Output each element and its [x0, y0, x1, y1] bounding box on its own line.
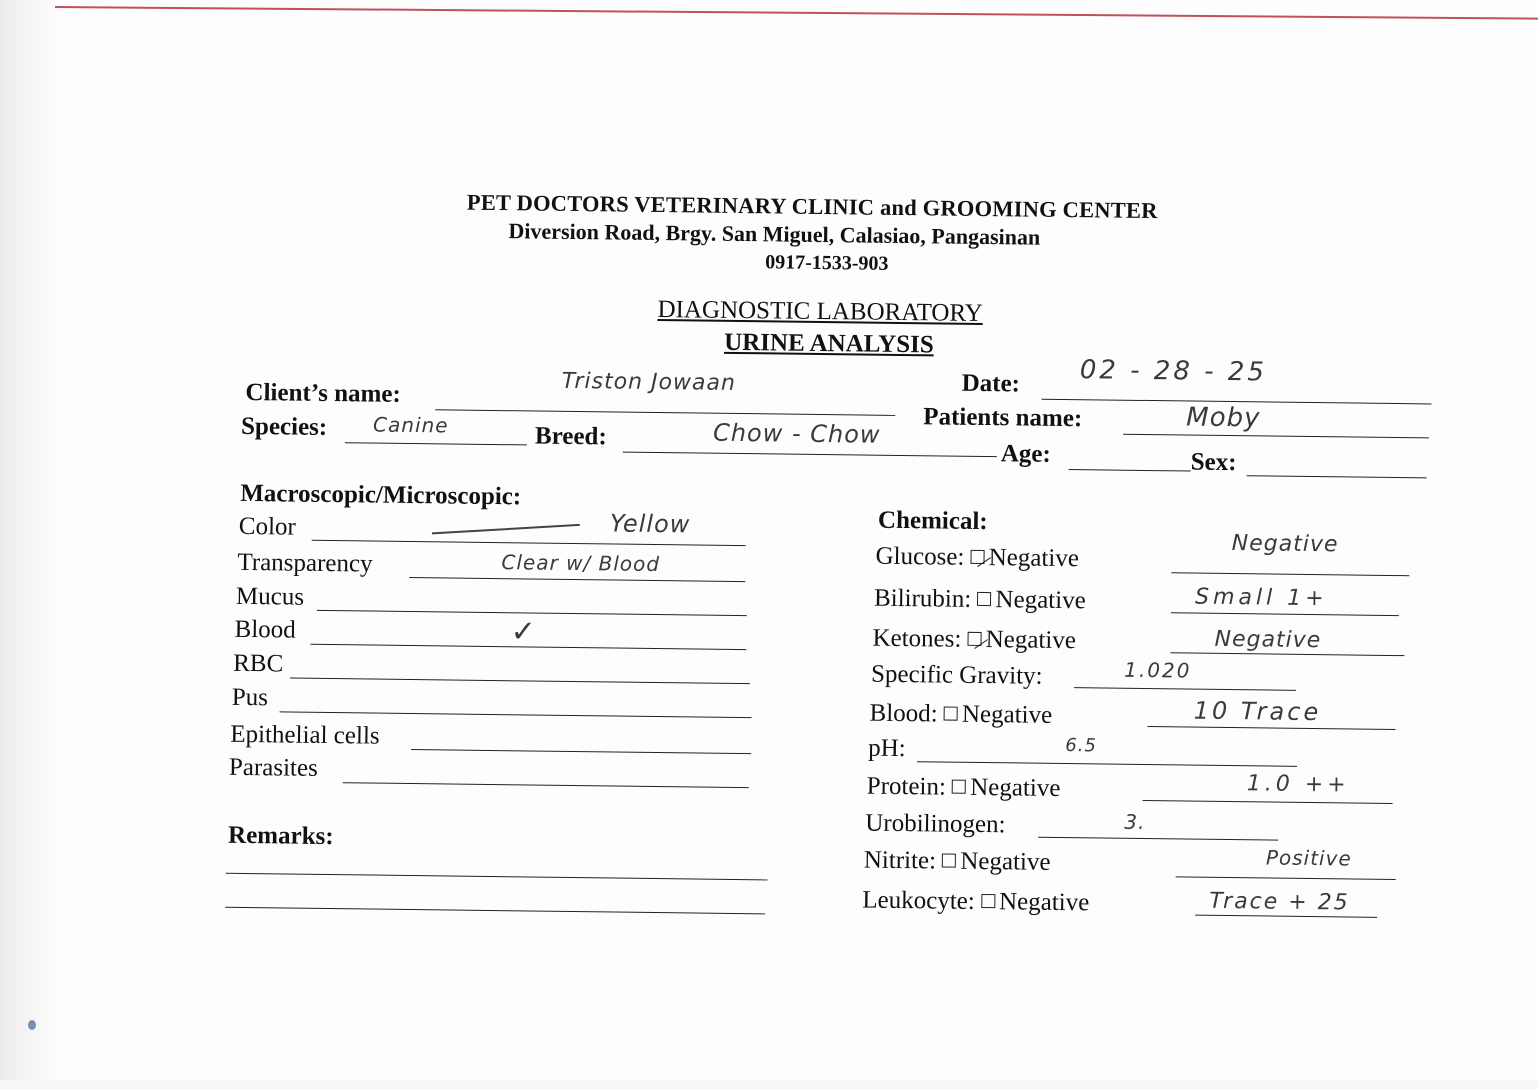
breed-line [623, 452, 997, 458]
leukocyte-row [862, 887, 1089, 918]
nitrite-negative-checkbox[interactable] [942, 854, 956, 868]
glucose-negative-checkbox[interactable] [971, 550, 985, 564]
species-label: Species: [240, 412, 328, 441]
color-line [312, 540, 746, 546]
blood-negative-checkbox[interactable] [944, 707, 958, 721]
pus-label: Pus [231, 683, 269, 712]
color-strikeout [432, 524, 580, 535]
specific-gravity-label: Specific Gravity: [870, 660, 1043, 690]
glucose-negative-text: Negative [988, 544, 1080, 573]
bilirubin-value: Small 1+ [1194, 584, 1328, 612]
glucose-line [1171, 572, 1409, 576]
form-department: DIAGNOSTIC LABORATORY [657, 296, 983, 327]
specific-gravity-line [1074, 687, 1296, 691]
protein-row [867, 773, 1061, 803]
nitrite-negative-text: Negative [960, 847, 1051, 876]
ketones-value: Negative [1214, 626, 1322, 654]
date-value: 02 - 28 - 25 [1079, 355, 1268, 388]
age-label: Age: [1000, 440, 1051, 468]
rbc-label: RBC [233, 649, 284, 678]
clinic-phone: 0917-1533-903 [765, 251, 889, 275]
client-name-value: Triston Jowaan [561, 368, 737, 396]
color-value: Yellow [609, 509, 691, 539]
transparency-label: Transparency [237, 548, 373, 578]
bilirubin-row [874, 585, 1086, 616]
rbc-line [290, 678, 750, 685]
chemical-heading: Chemical: [877, 506, 988, 536]
blood-chem-line [1147, 726, 1395, 730]
bilirubin-label: Bilirubin: [873, 584, 972, 613]
parasites-label: Parasites [228, 753, 318, 782]
glucose-row [875, 543, 1079, 573]
leukocyte-line [1195, 915, 1377, 918]
blood-chem-row [869, 700, 1052, 730]
protein-negative-checkbox[interactable] [952, 780, 966, 794]
species-value: Canine [372, 412, 449, 438]
urobilinogen-line [1038, 837, 1278, 841]
glucose-value: Negative [1231, 531, 1339, 558]
protein-label: Protein: [866, 772, 947, 801]
blood-checkmark: ✓ [510, 614, 537, 650]
clinic-name: PET DOCTORS VETERINARY CLINIC and GROOMING CENTER [466, 189, 1158, 224]
urobilinogen-value: 3. [1124, 809, 1146, 834]
breed-label: Breed: [534, 422, 607, 451]
leukocyte-negative-text: Negative [998, 888, 1090, 917]
nitrite-row [864, 847, 1051, 877]
species-line [345, 442, 527, 445]
ketones-label: Ketones: [872, 624, 962, 653]
blood-chem-value: 10 Trace [1193, 696, 1322, 727]
bilirubin-line [1171, 612, 1399, 616]
ketones-negative-checkbox[interactable] [968, 632, 982, 646]
ketones-row [872, 625, 1076, 655]
nitrite-line [1176, 876, 1396, 880]
protein-negative-text: Negative [970, 773, 1061, 802]
macroscopic-heading: Macroscopic/Microscopic: [240, 479, 522, 511]
color-label: Color [238, 512, 296, 541]
clinic-address: Diversion Road, Brgy. San Miguel, Calasiao, Pangasinan [508, 218, 1041, 250]
client-name-line [435, 409, 895, 416]
ketones-negative-text: Negative [985, 626, 1077, 655]
breed-value: Chow - Chow [712, 418, 881, 449]
blood-negative-text: Negative [961, 700, 1053, 729]
nitrite-value: Positive [1265, 845, 1352, 871]
epithelial-line [411, 749, 751, 754]
protein-line [1143, 800, 1393, 804]
bilirubin-negative-text: Negative [995, 586, 1086, 615]
specific-gravity-value: 1.020 [1124, 657, 1192, 683]
patient-name-line [1123, 434, 1429, 439]
ph-value: 6.5 [1065, 735, 1098, 757]
leukocyte-negative-checkbox[interactable] [981, 894, 995, 908]
glucose-label: Glucose: [875, 542, 965, 571]
parasites-line [343, 782, 749, 788]
transparency-value: Clear w/ Blood [501, 550, 661, 577]
remarks-line-1 [226, 873, 768, 881]
nitrite-label: Nitrite: [863, 846, 937, 875]
sex-label: Sex: [1190, 448, 1237, 477]
leukocyte-label: Leukocyte: [862, 886, 975, 915]
age-line [1069, 469, 1191, 471]
urobilinogen-label: Urobilinogen: [865, 809, 1006, 839]
remarks-label: Remarks: [227, 821, 334, 851]
patient-name-value: Moby [1186, 402, 1261, 434]
blood-chem-label: Blood: [869, 699, 938, 728]
ph-line [917, 761, 1297, 767]
blood-label: Blood [234, 615, 296, 644]
transparency-line [409, 577, 745, 582]
mucus-label: Mucus [235, 582, 305, 611]
remarks-line-2 [225, 907, 765, 915]
form-title: URINE ANALYSIS [723, 328, 934, 359]
leukocyte-value: Trace + 25 [1209, 888, 1350, 916]
date-label: Date: [961, 369, 1021, 398]
pus-line [280, 711, 752, 718]
bilirubin-negative-checkbox[interactable] [977, 592, 991, 606]
client-name-label: Client’s name: [245, 378, 401, 408]
epithelial-label: Epithelial cells [230, 720, 380, 750]
protein-value: 1.0 ++ [1246, 771, 1350, 798]
patient-name-label: Patients name: [923, 403, 1083, 433]
ph-label: pH: [868, 734, 906, 763]
ketones-line [1170, 652, 1404, 656]
sex-line [1247, 475, 1427, 478]
